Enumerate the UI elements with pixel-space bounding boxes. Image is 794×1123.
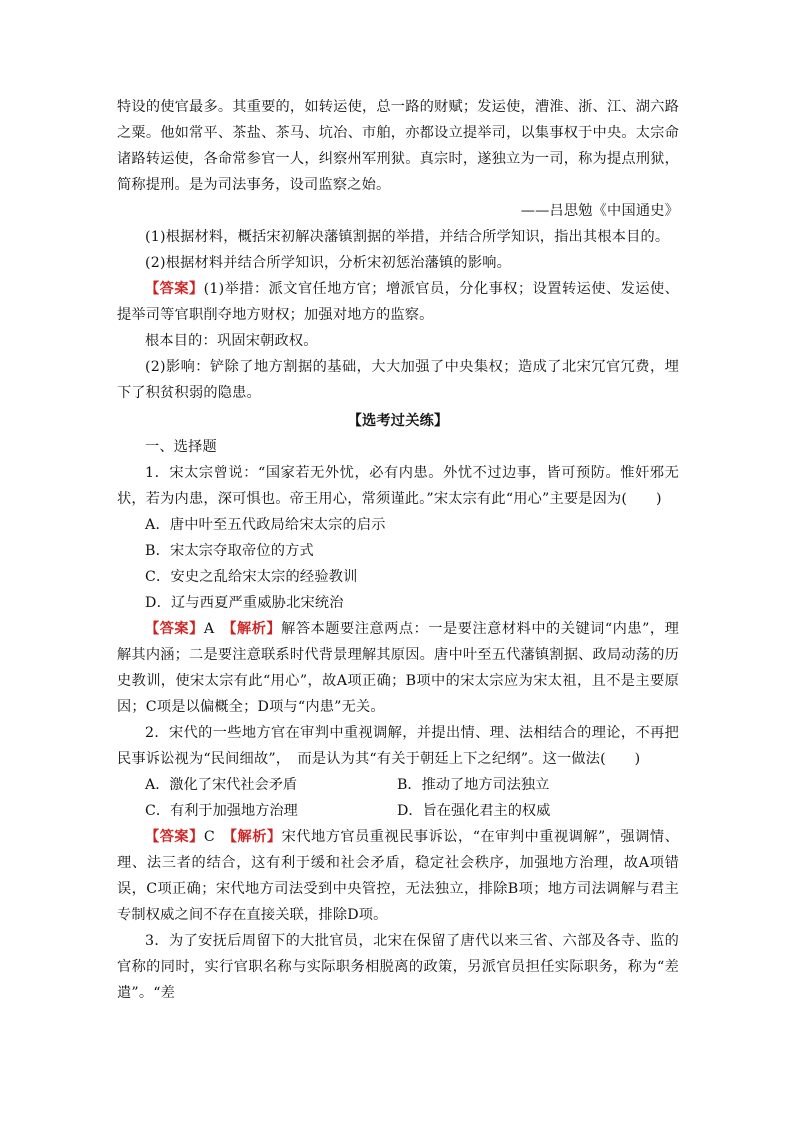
mc-3-stem: 3．为了安抚后周留下的大批官员，北宋在保留了唐代以来三省、六部及各寺、监的官称的同时，实行官职名称与实际职务相脱离的政策，另派官员担任实际职务，称为“差遣”。“差 [117, 933, 679, 1001]
mc-1-stem: 1．宋太宗曾说：“国家若无外忧，必有内患。外忧不过边事，皆可预防。惟奸邪无状，若为内患，深可惧也。帝王用心，常须谨此。”宋太宗有此“用心”主要是因为( ) [117, 465, 679, 507]
answer-2: (2)影响：铲除了地方割据的基础，大大加强了中央集权；造成了北宋冗官冗费，埋下了积贫积弱的隐患。 [117, 359, 679, 401]
mc-1-analysis-block [117, 616, 679, 720]
mc-2-analysis-block [117, 824, 679, 928]
mc-1-option-a: A．唐中叶至五代政局给宋太宗的启示 [145, 517, 386, 533]
mc-2-option-c: C．有利于加强地方治理 [145, 803, 298, 819]
mc-1-option-d: D．辽与西夏严重威胁北宋统治 [145, 595, 344, 611]
material-text: 特设的使官最多。其重要的，如转运使，总一路的财赋；发运使，漕淮、浙、江、湖六路之粟。他如常平、茶盐、茶马、坑冶、市舶，亦都设立提举司，以集事权于中央。太宗命诸路转运使，各命常参官一人，纠察州军刑狱。真宗时，遂独立为一司，称为提点刑狱，简称提刑。是为司法事务，设司监察之始。 [117, 99, 679, 193]
material-source: ——吕思勉《中国通史》 [520, 203, 679, 219]
answer-tag: 【答案】 [145, 281, 204, 297]
mc-1-answer-tag: 【答案】 [145, 621, 204, 637]
answer-block [117, 276, 679, 328]
mc-1-option-c: C．安史之乱给宋太宗的经验教训 [145, 569, 358, 585]
mc-1-answer: A [203, 621, 215, 637]
document-page [117, 94, 679, 1006]
question-2: (2)根据材料并结合所学知识，分析宋初惩治藩镇的影响。 [145, 255, 511, 271]
part-title: 一、选择题 [145, 439, 217, 455]
mc-2-option-b: B．推动了地方司法独立 [397, 777, 550, 793]
section-title: 【选考过关练】 [347, 413, 449, 429]
mc-2-analysis: 宋代地方官员重视民事诉讼，“在审判中重视调解”，强调情、理、法三者的结合，这有利于缓和社会矛盾，稳定社会秩序，加强地方治理，故A项错误，C项正确；宋代地方司法受到中央管控，无法独立，排除B项；地方司法调解与君主专制权威之间不存在直接关联，排除D项。 [117, 829, 680, 923]
answer-goal: 根本目的：巩固宋朝政权。 [145, 333, 318, 349]
mc-2-options-row-2 [117, 798, 679, 824]
mc-2-stem: 2．宋代的一些地方官在审判中重视调解，并提出情、理、法相结合的理论，不再把民事诉讼视为“民间细故”， 而是认为其“有关于朝廷上下之纪纲”。这一做法( ) [117, 725, 679, 767]
mc-1-analysis-tag: 【解析】 [229, 621, 282, 637]
mc-2-option-d: D．旨在强化君主的权威 [397, 803, 551, 819]
mc-1-option-b: B．宋太宗夺取帝位的方式 [145, 543, 314, 559]
answer-1: (1)举措：派文官任地方官；增派官员，分化事权；设置转运使、发运使、提举司等官职削夺地方财权；加强对地方的监察。 [117, 281, 679, 323]
question-1: (1)根据材料，概括宋初解决藩镇割据的举措，并结合所学知识，指出其根本目的。 [145, 229, 670, 245]
mc-2-answer: C [203, 829, 215, 845]
mc-2-options-row-1 [117, 772, 679, 798]
mc-2-analysis-tag: 【解析】 [229, 829, 282, 845]
mc-2-answer-tag: 【答案】 [145, 829, 204, 845]
mc-1-analysis: 解答本题要注意两点：一是要注意材料中的关键词“内患”，理解其内涵；二是要注意联系时代背景理解其原因。唐中叶至五代藩镇割据、政局动荡的历史教训，使宋太宗有此“用心”，故A项正确；B项中的宋太宗应为宋太祖，且不是主要原因；C项是以偏概全；D项与“内患”无关。 [117, 621, 679, 715]
mc-2-option-a: A．激化了宋代社会矛盾 [145, 777, 298, 793]
